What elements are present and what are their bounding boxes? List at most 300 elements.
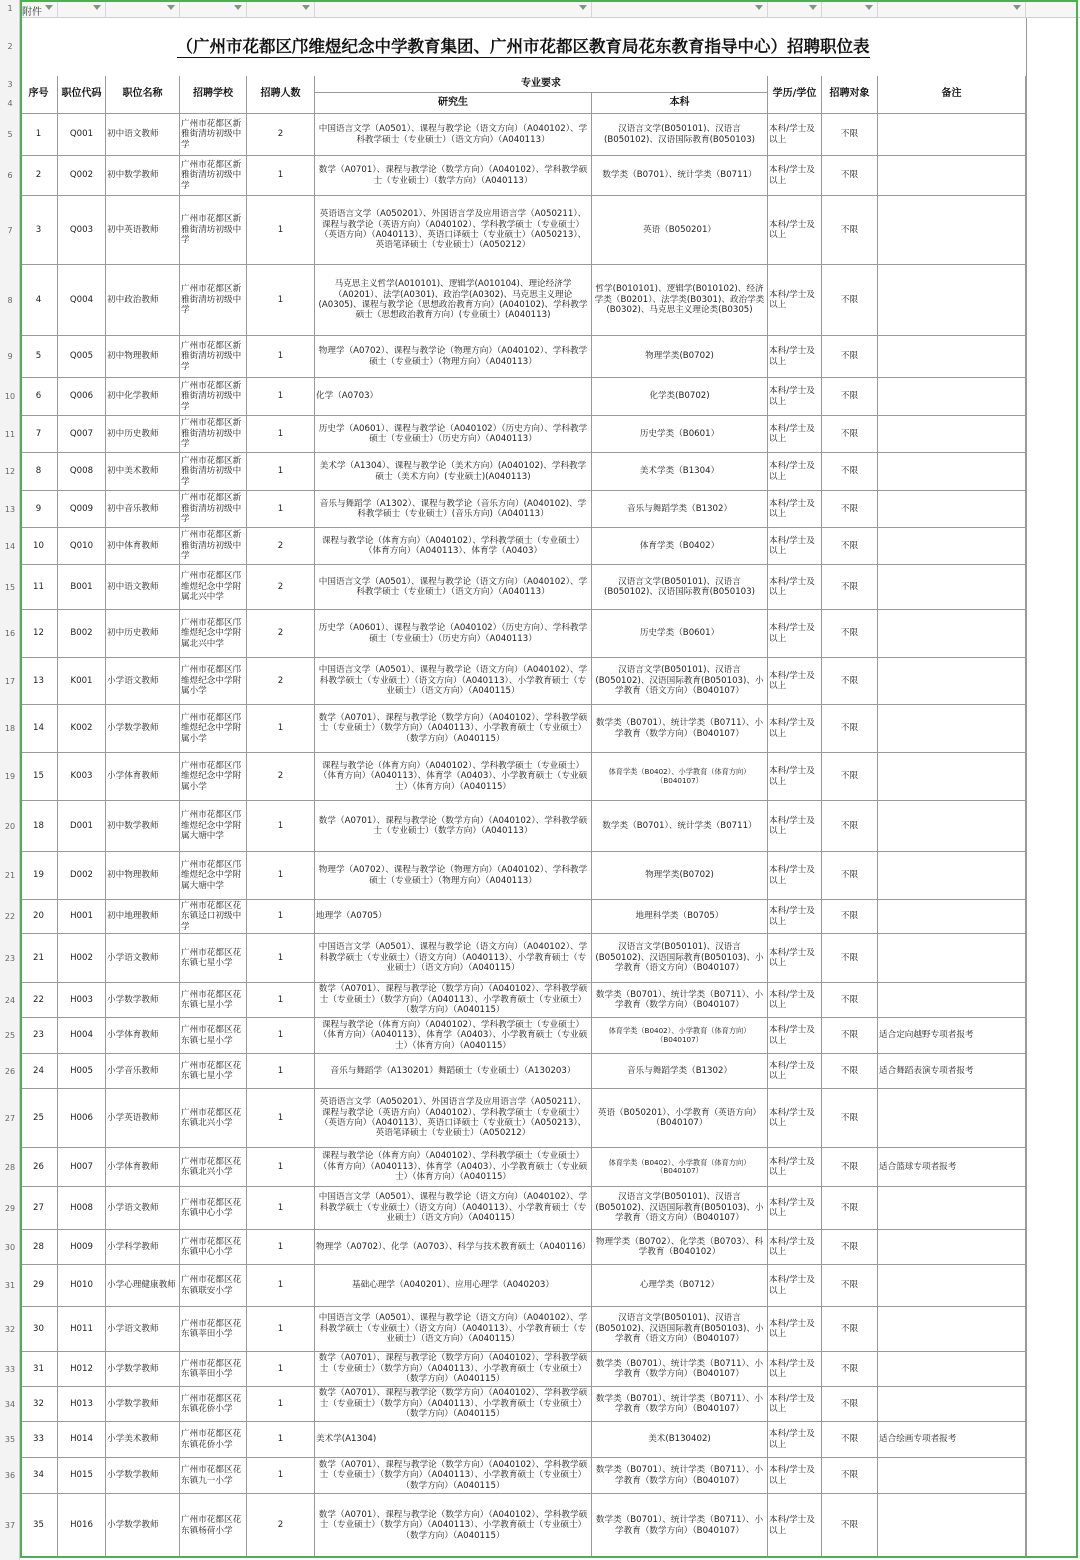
table-cell-target[interactable] <box>822 565 878 610</box>
table-cell-count[interactable] <box>247 1230 315 1265</box>
table-cell-ug[interactable] <box>592 983 768 1018</box>
table-cell-name[interactable] <box>106 1307 180 1352</box>
table-cell-grad[interactable] <box>315 705 592 753</box>
table-cell-school[interactable] <box>180 565 247 610</box>
table-cell-edu[interactable] <box>768 156 822 196</box>
table-cell-target[interactable] <box>822 1187 878 1230</box>
table-cell-ug[interactable] <box>592 565 768 610</box>
table-cell-code[interactable] <box>58 1387 106 1422</box>
header-grad[interactable] <box>315 93 592 114</box>
table-cell-count[interactable] <box>247 1387 315 1422</box>
table-cell-target[interactable] <box>822 852 878 900</box>
row-number[interactable]: 20 <box>4 822 16 831</box>
table-cell-ug[interactable] <box>592 156 768 196</box>
table-cell-school[interactable] <box>180 610 247 658</box>
table-cell-seq[interactable] <box>20 528 58 565</box>
table-cell-ug[interactable] <box>592 1148 768 1187</box>
table-cell-seq[interactable] <box>20 196 58 265</box>
table-cell-ug[interactable] <box>592 1230 768 1265</box>
table-cell-target[interactable] <box>822 1352 878 1387</box>
table-cell-school[interactable] <box>180 114 247 156</box>
table-cell-school[interactable] <box>180 1422 247 1458</box>
table-cell-ug[interactable] <box>592 1089 768 1148</box>
table-cell-target[interactable] <box>822 336 878 378</box>
table-cell-seq[interactable] <box>20 1352 58 1387</box>
table-cell-code[interactable] <box>58 1265 106 1307</box>
table-cell-note[interactable] <box>878 658 1026 705</box>
table-cell-note[interactable] <box>878 1054 1026 1089</box>
table-cell-ug[interactable] <box>592 1352 768 1387</box>
table-cell-target[interactable] <box>822 1054 878 1089</box>
table-cell-code[interactable] <box>58 983 106 1018</box>
table-cell-grad[interactable] <box>315 1494 592 1558</box>
table-cell-name[interactable] <box>106 900 180 934</box>
table-cell-code[interactable] <box>58 1018 106 1054</box>
table-cell-ug[interactable] <box>592 453 768 491</box>
table-cell-school[interactable] <box>180 1187 247 1230</box>
table-cell-count[interactable] <box>247 1054 315 1089</box>
table-cell-target[interactable] <box>822 1018 878 1054</box>
table-cell-count[interactable] <box>247 1089 315 1148</box>
table-cell-edu[interactable] <box>768 900 822 934</box>
table-cell-school[interactable] <box>180 416 247 453</box>
table-cell-ug[interactable] <box>592 852 768 900</box>
filter-cell[interactable] <box>592 0 768 18</box>
table-cell-note[interactable] <box>878 801 1026 852</box>
table-cell-name[interactable] <box>106 983 180 1018</box>
table-cell-code[interactable] <box>58 852 106 900</box>
filter-cell[interactable] <box>768 0 822 18</box>
table-cell-ug[interactable] <box>592 1307 768 1352</box>
table-cell-target[interactable] <box>822 265 878 336</box>
table-cell-name[interactable] <box>106 1458 180 1494</box>
table-cell-count[interactable] <box>247 934 315 983</box>
table-cell-note[interactable] <box>878 900 1026 934</box>
table-cell-grad[interactable] <box>315 1307 592 1352</box>
table-cell-name[interactable] <box>106 336 180 378</box>
row-number[interactable]: 28 <box>4 1163 16 1172</box>
table-cell-seq[interactable] <box>20 1458 58 1494</box>
table-cell-count[interactable] <box>247 528 315 565</box>
table-cell-name[interactable] <box>106 801 180 852</box>
table-cell-name[interactable] <box>106 610 180 658</box>
table-cell-school[interactable] <box>180 1054 247 1089</box>
table-cell-count[interactable] <box>247 610 315 658</box>
header-note[interactable] <box>878 76 1026 114</box>
table-cell-seq[interactable] <box>20 1230 58 1265</box>
table-cell-note[interactable] <box>878 336 1026 378</box>
table-cell-count[interactable] <box>247 114 315 156</box>
row-number[interactable]: 5 <box>7 130 13 139</box>
table-cell-note[interactable] <box>878 934 1026 983</box>
table-cell-edu[interactable] <box>768 705 822 753</box>
table-cell-seq[interactable] <box>20 156 58 196</box>
table-cell-code[interactable] <box>58 196 106 265</box>
table-cell-note[interactable] <box>878 491 1026 528</box>
table-cell-grad[interactable] <box>315 416 592 453</box>
table-cell-school[interactable] <box>180 1230 247 1265</box>
filter-cell[interactable] <box>315 0 592 18</box>
table-cell-ug[interactable] <box>592 491 768 528</box>
table-cell-target[interactable] <box>822 1307 878 1352</box>
table-cell-seq[interactable] <box>20 1148 58 1187</box>
table-cell-ug[interactable] <box>592 265 768 336</box>
table-cell-school[interactable] <box>180 852 247 900</box>
table-cell-edu[interactable] <box>768 491 822 528</box>
row-number[interactable]: 27 <box>4 1114 16 1123</box>
table-cell-edu[interactable] <box>768 336 822 378</box>
table-cell-name[interactable] <box>106 1148 180 1187</box>
filter-dropdown-icon[interactable] <box>167 5 175 10</box>
table-cell-code[interactable] <box>58 114 106 156</box>
table-cell-target[interactable] <box>822 1230 878 1265</box>
table-cell-target[interactable] <box>822 416 878 453</box>
table-cell-target[interactable] <box>822 1089 878 1148</box>
table-cell-seq[interactable] <box>20 934 58 983</box>
row-number[interactable]: 18 <box>4 724 16 733</box>
table-cell-count[interactable] <box>247 565 315 610</box>
table-cell-count[interactable] <box>247 658 315 705</box>
table-cell-code[interactable] <box>58 565 106 610</box>
table-cell-code[interactable] <box>58 1494 106 1558</box>
table-cell-count[interactable] <box>247 852 315 900</box>
table-cell-ug[interactable] <box>592 528 768 565</box>
table-cell-seq[interactable] <box>20 453 58 491</box>
row-number[interactable]: 33 <box>4 1365 16 1374</box>
table-cell-grad[interactable] <box>315 1422 592 1458</box>
table-cell-count[interactable] <box>247 336 315 378</box>
table-cell-note[interactable] <box>878 1230 1026 1265</box>
table-cell-name[interactable] <box>106 852 180 900</box>
filter-cell[interactable] <box>878 0 1026 18</box>
table-cell-edu[interactable] <box>768 196 822 265</box>
table-cell-name[interactable] <box>106 265 180 336</box>
row-number[interactable]: 14 <box>4 542 16 551</box>
table-cell-target[interactable] <box>822 378 878 416</box>
table-cell-target[interactable] <box>822 705 878 753</box>
row-number[interactable]: 24 <box>4 996 16 1005</box>
table-cell-school[interactable] <box>180 1148 247 1187</box>
table-cell-grad[interactable] <box>315 114 592 156</box>
row-number[interactable]: 31 <box>4 1281 16 1290</box>
table-cell-name[interactable] <box>106 114 180 156</box>
table-cell-seq[interactable] <box>20 336 58 378</box>
table-cell-count[interactable] <box>247 453 315 491</box>
filter-dropdown-icon[interactable] <box>755 5 763 10</box>
row-number[interactable]: 1 <box>7 4 13 13</box>
table-cell-school[interactable] <box>180 1307 247 1352</box>
header-ug[interactable] <box>592 93 768 114</box>
table-cell-code[interactable] <box>58 753 106 801</box>
table-cell-count[interactable] <box>247 1148 315 1187</box>
table-cell-grad[interactable] <box>315 801 592 852</box>
row-number[interactable]: 10 <box>4 392 16 401</box>
table-cell-code[interactable] <box>58 1148 106 1187</box>
table-cell-count[interactable] <box>247 705 315 753</box>
table-cell-school[interactable] <box>180 1089 247 1148</box>
table-cell-target[interactable] <box>822 491 878 528</box>
row-number[interactable]: 32 <box>4 1325 16 1334</box>
table-cell-grad[interactable] <box>315 1387 592 1422</box>
table-cell-note[interactable] <box>878 528 1026 565</box>
row-number[interactable]: 12 <box>4 467 16 476</box>
table-cell-note[interactable] <box>878 1352 1026 1387</box>
filter-dropdown-icon[interactable] <box>302 5 310 10</box>
table-cell-target[interactable] <box>822 1148 878 1187</box>
table-cell-count[interactable] <box>247 416 315 453</box>
table-cell-code[interactable] <box>58 658 106 705</box>
row-number[interactable]: 6 <box>7 171 13 180</box>
table-cell-grad[interactable] <box>315 196 592 265</box>
table-cell-ug[interactable] <box>592 1494 768 1558</box>
header-name[interactable] <box>106 76 180 114</box>
row-number[interactable]: 35 <box>4 1435 16 1444</box>
table-cell-ug[interactable] <box>592 196 768 265</box>
table-cell-code[interactable] <box>58 453 106 491</box>
table-cell-note[interactable] <box>878 852 1026 900</box>
table-cell-seq[interactable] <box>20 265 58 336</box>
table-cell-edu[interactable] <box>768 1089 822 1148</box>
table-cell-target[interactable] <box>822 658 878 705</box>
table-cell-target[interactable] <box>822 801 878 852</box>
table-cell-school[interactable] <box>180 983 247 1018</box>
row-number[interactable]: 7 <box>7 226 13 235</box>
table-cell-note[interactable] <box>878 610 1026 658</box>
table-cell-seq[interactable] <box>20 1422 58 1458</box>
table-cell-count[interactable] <box>247 1018 315 1054</box>
header-target[interactable] <box>822 76 878 114</box>
table-cell-grad[interactable] <box>315 753 592 801</box>
row-number[interactable]: 23 <box>4 954 16 963</box>
table-cell-code[interactable] <box>58 265 106 336</box>
table-cell-school[interactable] <box>180 1352 247 1387</box>
table-cell-name[interactable] <box>106 1089 180 1148</box>
table-cell-count[interactable] <box>247 1307 315 1352</box>
table-cell-name[interactable] <box>106 378 180 416</box>
header-edu[interactable] <box>768 76 822 114</box>
table-cell-seq[interactable] <box>20 658 58 705</box>
table-cell-edu[interactable] <box>768 934 822 983</box>
table-cell-edu[interactable] <box>768 1230 822 1265</box>
table-cell-grad[interactable] <box>315 1089 592 1148</box>
table-cell-school[interactable] <box>180 801 247 852</box>
row-number[interactable]: 29 <box>4 1204 16 1213</box>
table-cell-note[interactable] <box>878 1018 1026 1054</box>
table-cell-target[interactable] <box>822 528 878 565</box>
table-cell-target[interactable] <box>822 753 878 801</box>
table-cell-grad[interactable] <box>315 378 592 416</box>
table-cell-grad[interactable] <box>315 156 592 196</box>
table-cell-name[interactable] <box>106 1187 180 1230</box>
table-cell-grad[interactable] <box>315 528 592 565</box>
table-cell-seq[interactable] <box>20 852 58 900</box>
table-cell-target[interactable] <box>822 900 878 934</box>
row-number[interactable]: 15 <box>4 583 16 592</box>
table-cell-code[interactable] <box>58 1187 106 1230</box>
row-number[interactable]: 25 <box>4 1031 16 1040</box>
row-number[interactable]: 34 <box>4 1400 16 1409</box>
table-cell-ug[interactable] <box>592 336 768 378</box>
table-cell-edu[interactable] <box>768 1187 822 1230</box>
table-cell-grad[interactable] <box>315 453 592 491</box>
table-cell-count[interactable] <box>247 265 315 336</box>
table-cell-target[interactable] <box>822 453 878 491</box>
table-cell-count[interactable] <box>247 491 315 528</box>
table-cell-seq[interactable] <box>20 114 58 156</box>
table-cell-grad[interactable] <box>315 900 592 934</box>
header-school[interactable] <box>180 76 247 114</box>
table-cell-target[interactable] <box>822 196 878 265</box>
table-cell-note[interactable] <box>878 983 1026 1018</box>
table-cell-edu[interactable] <box>768 852 822 900</box>
table-cell-name[interactable] <box>106 705 180 753</box>
header-seq[interactable] <box>20 76 58 114</box>
table-cell-target[interactable] <box>822 1458 878 1494</box>
table-cell-note[interactable] <box>878 453 1026 491</box>
table-cell-name[interactable] <box>106 453 180 491</box>
table-cell-seq[interactable] <box>20 1387 58 1422</box>
table-cell-code[interactable] <box>58 336 106 378</box>
table-cell-edu[interactable] <box>768 416 822 453</box>
table-cell-school[interactable] <box>180 1265 247 1307</box>
row-number[interactable]: 8 <box>7 296 13 305</box>
table-cell-grad[interactable] <box>315 1054 592 1089</box>
table-cell-seq[interactable] <box>20 610 58 658</box>
table-cell-target[interactable] <box>822 114 878 156</box>
row-number[interactable]: 37 <box>4 1521 16 1530</box>
table-cell-code[interactable] <box>58 900 106 934</box>
table-cell-ug[interactable] <box>592 1422 768 1458</box>
row-number[interactable]: 30 <box>4 1243 16 1252</box>
table-cell-school[interactable] <box>180 491 247 528</box>
table-cell-seq[interactable] <box>20 1265 58 1307</box>
table-cell-target[interactable] <box>822 1494 878 1558</box>
table-cell-edu[interactable] <box>768 114 822 156</box>
table-cell-code[interactable] <box>58 378 106 416</box>
table-cell-edu[interactable] <box>768 1494 822 1558</box>
row-number[interactable]: 4 <box>7 99 13 108</box>
table-cell-school[interactable] <box>180 378 247 416</box>
table-cell-note[interactable] <box>878 1387 1026 1422</box>
table-cell-count[interactable] <box>247 1494 315 1558</box>
table-cell-grad[interactable] <box>315 1148 592 1187</box>
table-cell-school[interactable] <box>180 705 247 753</box>
table-cell-school[interactable] <box>180 658 247 705</box>
table-cell-name[interactable] <box>106 1352 180 1387</box>
table-cell-note[interactable] <box>878 265 1026 336</box>
table-cell-edu[interactable] <box>768 453 822 491</box>
table-cell-school[interactable] <box>180 900 247 934</box>
table-cell-count[interactable] <box>247 196 315 265</box>
table-cell-note[interactable] <box>878 753 1026 801</box>
row-number[interactable]: 16 <box>4 629 16 638</box>
table-cell-edu[interactable] <box>768 983 822 1018</box>
table-cell-name[interactable] <box>106 416 180 453</box>
filter-cell[interactable] <box>247 0 315 18</box>
table-cell-ug[interactable] <box>592 1458 768 1494</box>
table-cell-target[interactable] <box>822 983 878 1018</box>
table-cell-count[interactable] <box>247 378 315 416</box>
table-cell-seq[interactable] <box>20 378 58 416</box>
row-number[interactable]: 19 <box>4 772 16 781</box>
filter-dropdown-icon[interactable] <box>1013 5 1021 10</box>
row-number[interactable]: 2 <box>7 42 13 51</box>
table-cell-code[interactable] <box>58 491 106 528</box>
table-cell-code[interactable] <box>58 1054 106 1089</box>
table-cell-school[interactable] <box>180 265 247 336</box>
table-cell-count[interactable] <box>247 1422 315 1458</box>
row-number[interactable]: 22 <box>4 912 16 921</box>
table-cell-seq[interactable] <box>20 801 58 852</box>
table-cell-seq[interactable] <box>20 1018 58 1054</box>
table-cell-name[interactable] <box>106 1494 180 1558</box>
table-cell-count[interactable] <box>247 1265 315 1307</box>
table-cell-edu[interactable] <box>768 265 822 336</box>
filter-cell[interactable] <box>106 0 180 18</box>
table-cell-grad[interactable] <box>315 1458 592 1494</box>
table-cell-code[interactable] <box>58 934 106 983</box>
table-cell-count[interactable] <box>247 900 315 934</box>
table-cell-grad[interactable] <box>315 852 592 900</box>
table-cell-count[interactable] <box>247 983 315 1018</box>
table-cell-school[interactable] <box>180 753 247 801</box>
table-cell-target[interactable] <box>822 1387 878 1422</box>
table-cell-code[interactable] <box>58 1089 106 1148</box>
table-cell-grad[interactable] <box>315 565 592 610</box>
table-cell-school[interactable] <box>180 1387 247 1422</box>
table-cell-name[interactable] <box>106 1387 180 1422</box>
table-cell-count[interactable] <box>247 1187 315 1230</box>
table-cell-count[interactable] <box>247 801 315 852</box>
table-cell-ug[interactable] <box>592 1265 768 1307</box>
table-cell-seq[interactable] <box>20 416 58 453</box>
table-cell-code[interactable] <box>58 528 106 565</box>
row-number[interactable]: 9 <box>7 352 13 361</box>
table-cell-seq[interactable] <box>20 1494 58 1558</box>
table-cell-ug[interactable] <box>592 705 768 753</box>
filter-cell[interactable] <box>822 0 878 18</box>
table-cell-target[interactable] <box>822 610 878 658</box>
filter-dropdown-icon[interactable] <box>865 5 873 10</box>
table-cell-code[interactable] <box>58 1458 106 1494</box>
table-cell-count[interactable] <box>247 753 315 801</box>
table-cell-name[interactable] <box>106 1422 180 1458</box>
table-cell-ug[interactable] <box>592 1387 768 1422</box>
table-cell-grad[interactable] <box>315 336 592 378</box>
table-cell-school[interactable] <box>180 528 247 565</box>
table-cell-edu[interactable] <box>768 1387 822 1422</box>
table-cell-name[interactable] <box>106 491 180 528</box>
table-cell-edu[interactable] <box>768 1422 822 1458</box>
row-number[interactable]: 36 <box>4 1471 16 1480</box>
table-cell-note[interactable] <box>878 114 1026 156</box>
table-cell-note[interactable] <box>878 1148 1026 1187</box>
table-cell-grad[interactable] <box>315 491 592 528</box>
table-cell-code[interactable] <box>58 705 106 753</box>
table-cell-name[interactable] <box>106 1018 180 1054</box>
table-cell-edu[interactable] <box>768 1352 822 1387</box>
table-cell-edu[interactable] <box>768 801 822 852</box>
table-cell-note[interactable] <box>878 1494 1026 1558</box>
row-number[interactable]: 11 <box>4 430 16 439</box>
table-cell-school[interactable] <box>180 1458 247 1494</box>
table-cell-target[interactable] <box>822 1265 878 1307</box>
table-cell-school[interactable] <box>180 156 247 196</box>
filter-cell[interactable] <box>20 0 58 18</box>
table-cell-edu[interactable] <box>768 658 822 705</box>
filter-cell[interactable] <box>180 0 247 18</box>
table-cell-grad[interactable] <box>315 1352 592 1387</box>
